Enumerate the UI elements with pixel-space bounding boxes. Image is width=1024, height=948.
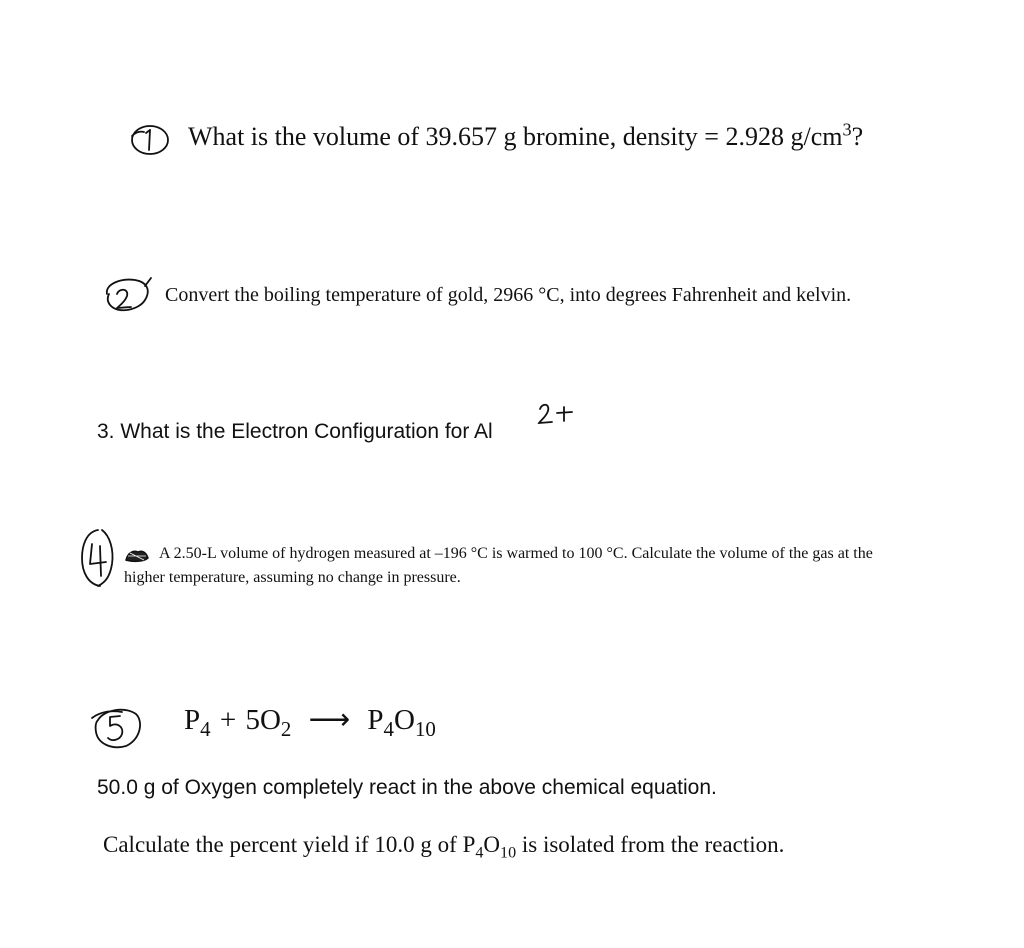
- reactant-1: [184, 704, 211, 741]
- question-5-line-2-end: is isolated from the reaction.: [516, 832, 785, 857]
- reactant-1-subscript: 4: [200, 716, 211, 741]
- product-base-p: P: [367, 704, 384, 736]
- question-1-text: [188, 119, 864, 152]
- question-2-text: Convert the boiling temperature of gold, 2966 °C, into degrees Fahrenheit and kelvin.: [165, 284, 852, 306]
- question-2-number-mark: [101, 276, 153, 316]
- circled-number-5-icon: [90, 704, 144, 752]
- question-1-number-mark: [128, 122, 172, 158]
- question-4-line-1: A 2.50-L volume of hydrogen measured at –196 °C is warmed to 100 °C. Calculate the volume of the gas at the: [159, 545, 873, 562]
- product: [367, 704, 436, 741]
- circled-number-1-icon: [128, 122, 172, 158]
- question-5-line-2-o: O: [483, 832, 501, 857]
- number-mark-texts: [0, 0, 1, 1]
- question-5-line-2-sub-4: 4: [475, 844, 484, 862]
- question-5-line-2: [103, 832, 785, 862]
- question-3-text: 3. What is the Electron Configuration for Al: [97, 420, 493, 443]
- question-3-handwritten-charge: [536, 403, 582, 430]
- product-subscript-4: 4: [383, 716, 394, 741]
- reactant-2: [245, 704, 292, 741]
- product-subscript-10: 10: [414, 716, 436, 741]
- question-4-line-2: higher temperature, assuming no change in pressure.: [124, 569, 461, 586]
- question-1-superscript: 3: [842, 119, 852, 140]
- question-5-number-mark: [90, 704, 144, 752]
- reactant-2-base: 5O: [245, 704, 281, 736]
- circled-number-2-icon: [101, 276, 153, 316]
- plus-sign: +: [219, 704, 237, 736]
- chemical-equation: [184, 702, 436, 741]
- question-5-line-2-sub-10: 10: [500, 844, 517, 862]
- reaction-arrow: ⟶: [308, 704, 351, 736]
- scribbled-out-mark: [124, 548, 150, 569]
- question-1-text-end: ?: [851, 122, 864, 151]
- product-base-o: O: [393, 704, 415, 736]
- scribble-icon: [124, 548, 150, 564]
- circled-number-4-icon: [80, 526, 116, 590]
- question-1-text-main: What is the volume of 39.657 g bromine, density = 2.928 g/cm: [188, 122, 843, 151]
- handwritten-charge-icon: [536, 403, 582, 425]
- reactant-1-base: P: [184, 704, 201, 736]
- q1-number-text: [0, 0, 1, 1]
- question-4-number-mark: [80, 526, 116, 590]
- question-5-line-1: 50.0 g of Oxygen completely react in the above chemical equation.: [97, 776, 717, 799]
- reactant-2-subscript: 2: [280, 716, 292, 741]
- question-5-line-2-start: Calculate the percent yield if 10.0 g of P: [103, 832, 476, 857]
